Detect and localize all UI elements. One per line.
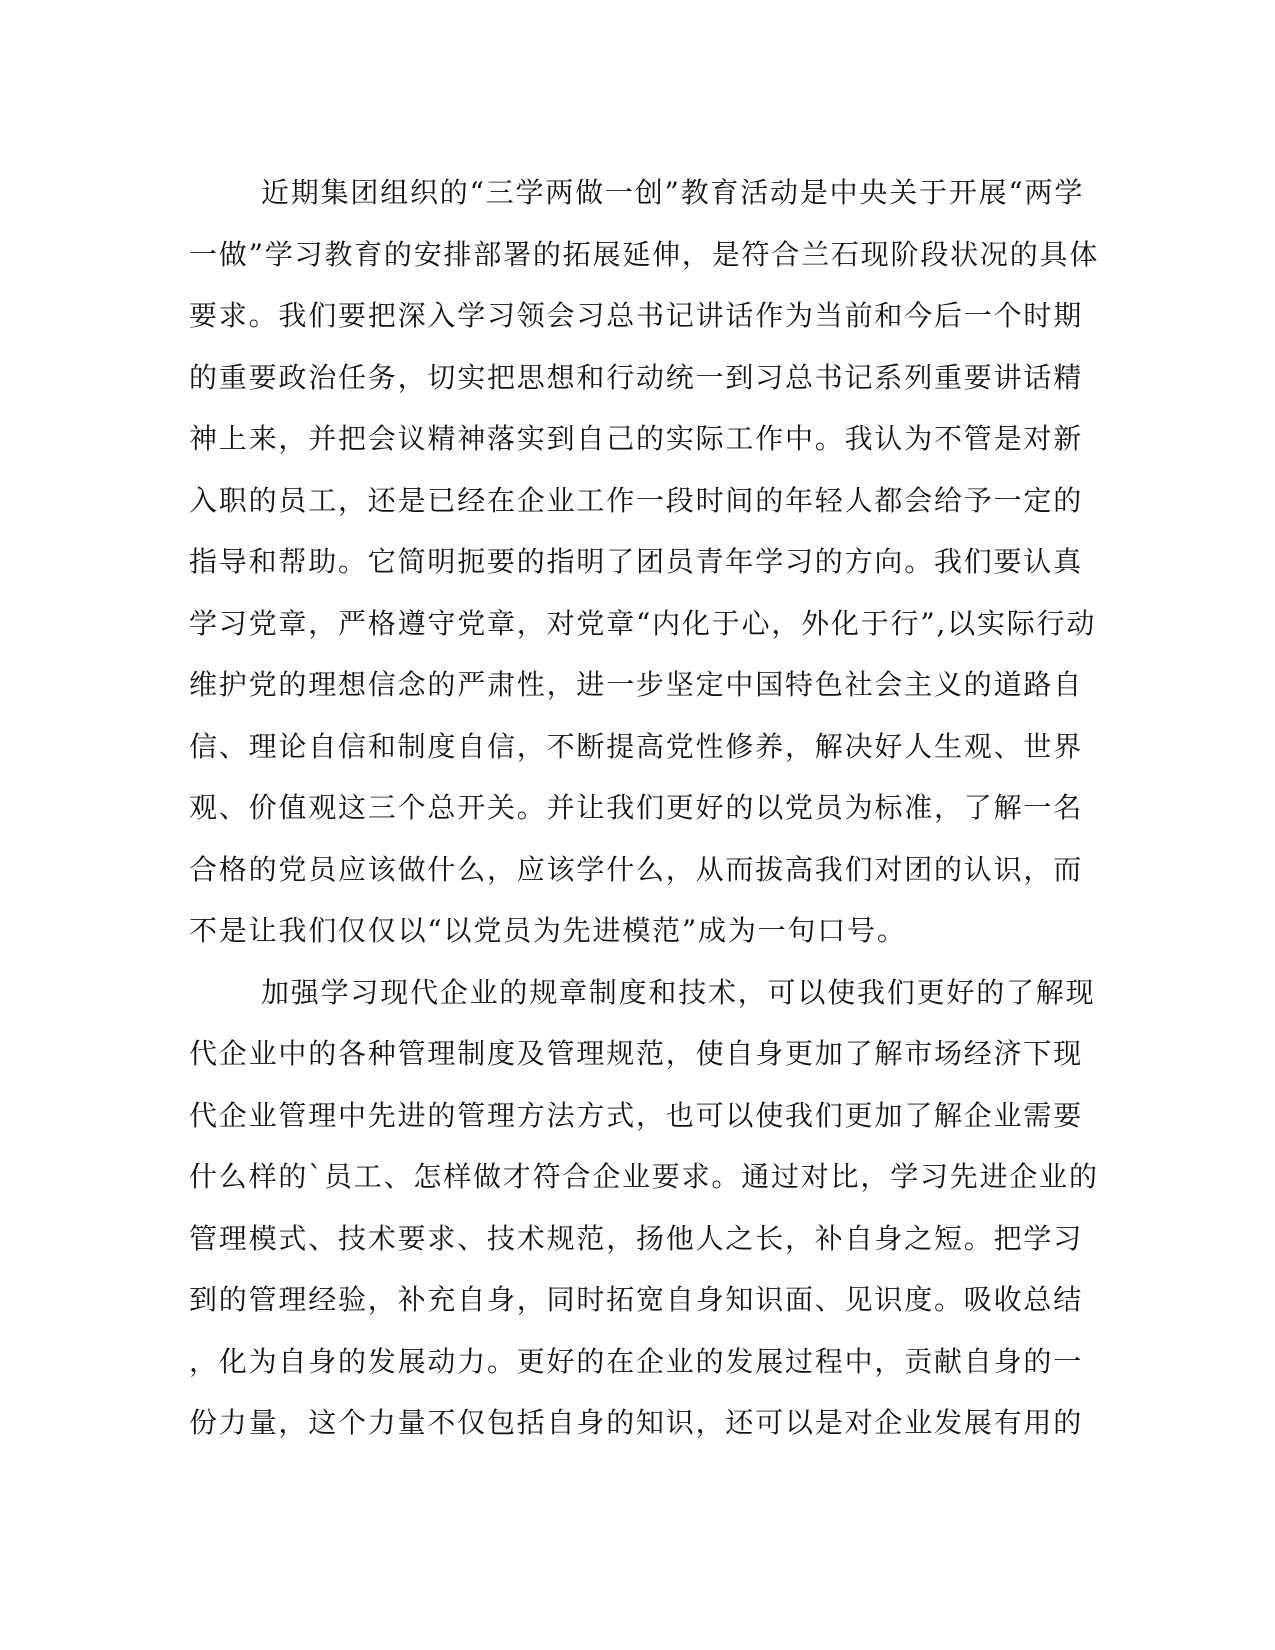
paragraph-line: ，化为自身的发展动力。更好的在企业的发展过程中，贡献自身的一 xyxy=(189,1344,1084,1378)
paragraph-line: 神上来，并把会议精神落实到自己的实际工作中。我认为不管是对新 xyxy=(189,422,1084,455)
paragraph-line: 观、价值观这三个总开关。并让我们更好的以党员为标准，了解一名 xyxy=(189,791,1084,824)
paragraph-line: 份力量，这个力量不仅包括自身的知识，还可以是对企业发展有用的 xyxy=(189,1406,1084,1439)
paragraph-line: 代企业中的各种管理制度及管理规范，使自身更加了解市场经济下现 xyxy=(189,1037,1084,1070)
paragraph-line: 一做”学习教育的安排部署的拓展延伸，是符合兰石现阶段状况的具体 xyxy=(189,237,1100,271)
paragraph-line: 近期集团组织的“三学两做一创”教育活动是中央关于开展“两学 xyxy=(261,176,1085,209)
paragraph-1 xyxy=(189,162,1100,962)
paragraph-line: 的重要政治任务，切实把思想和行动统一到习总书记系列重要讲话精 xyxy=(189,360,1084,394)
paragraph-line: 维护党的理想信念的严肃性，进一步坚定中国特色社会主义的道路自 xyxy=(189,668,1084,701)
paragraph-line: 入职的员工，还是已经在企业工作一段时间的年轻人都会给予一定的 xyxy=(189,483,1084,517)
paragraph-2 xyxy=(189,962,1099,1454)
paragraph-line: 信、理论自信和制度自信，不断提高党性修养，解决好人生观、世界 xyxy=(189,729,1084,763)
paragraph-line: 指导和帮助。它简明扼要的指明了团员青年学习的方向。我们要认真 xyxy=(189,545,1084,578)
paragraph-line: 要求。我们要把深入学习领会习总书记讲话作为当前和今后一个时期 xyxy=(189,299,1084,332)
paragraph-line: 到的管理经验，补充自身，同时拓宽自身知识面、见识度。吸收总结 xyxy=(189,1283,1084,1316)
paragraph-line: 代企业管理中先进的管理方法方式，也可以使我们更加了解企业需要 xyxy=(189,1098,1084,1132)
document-body xyxy=(189,162,1100,1454)
paragraph-line: 不是让我们仅仅以“以党员为先进模范”成为一句口号。 xyxy=(189,914,907,947)
paragraph-line: 管理模式、技术要求、技术规范，扬他人之长，补自身之短。把学习 xyxy=(189,1221,1084,1255)
paragraph-line: 合格的党员应该做什么，应该学什么，从而拔高我们对团的认识，而 xyxy=(189,852,1084,886)
paragraph-line: 学习党章，严格遵守党章，对党章“内化于心，外化于行”,以实际行动 xyxy=(189,606,1097,640)
paragraph-line: 什么样的`员工、怎样做才符合企业要求。通过对比，学习先进企业的 xyxy=(189,1160,1099,1193)
paragraph-line: 加强学习现代企业的规章制度和技术，可以使我们更好的了解现 xyxy=(261,975,1096,1009)
